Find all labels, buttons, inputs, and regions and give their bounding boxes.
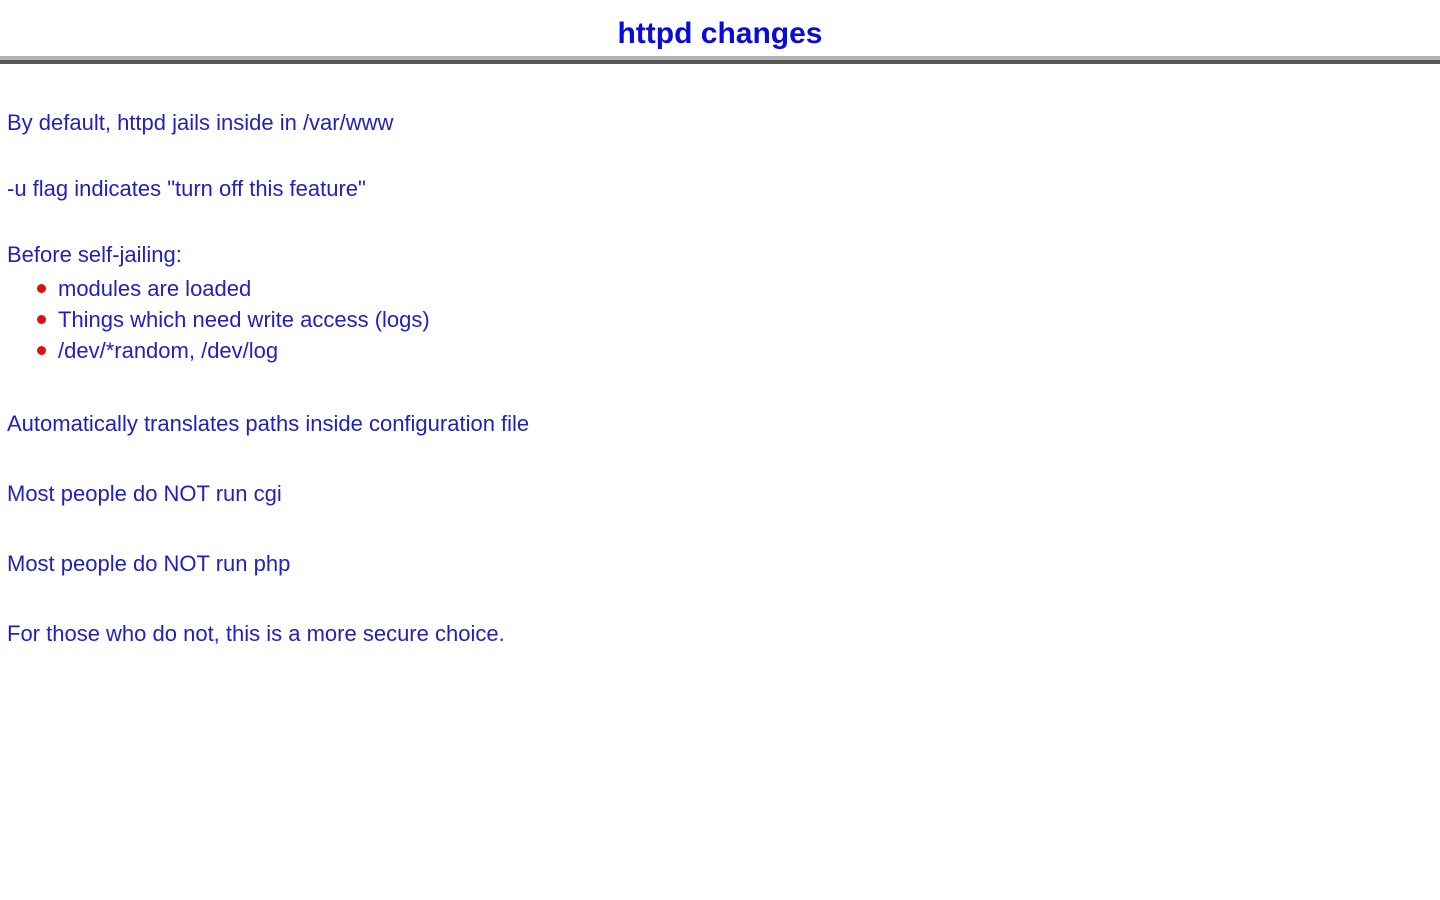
list-item-label: Things which need write access (logs) [58, 307, 430, 332]
list-intro: Before self-jailing: [7, 242, 182, 267]
paragraph-not-run-cgi: Most people do NOT run cgi [7, 481, 282, 506]
paragraph-default-jail: By default, httpd jails inside in /var/www [7, 110, 394, 135]
paragraph-translates-paths: Automatically translates paths inside configuration file [7, 411, 530, 436]
bullet-list [0, 273, 1440, 366]
list-item-label: modules are loaded [58, 276, 252, 301]
bullet-icon [37, 346, 46, 355]
list-item [37, 273, 1440, 304]
list-item [37, 304, 1440, 335]
list-item-label: /dev/*random, /dev/log [58, 338, 279, 363]
paragraph-u-flag: -u flag indicates "turn off this feature" [7, 176, 366, 201]
paragraph-not-run-php: Most people do NOT run php [7, 551, 291, 576]
title-divider-rule [0, 56, 1440, 64]
bullet-icon [37, 315, 46, 324]
page-title: httpd changes [617, 17, 823, 50]
list-item [37, 335, 1440, 366]
slide-content [0, 109, 1440, 648]
paragraph-secure-choice: For those who do not, this is a more secure choice. [7, 621, 505, 646]
bullet-icon [37, 284, 46, 293]
